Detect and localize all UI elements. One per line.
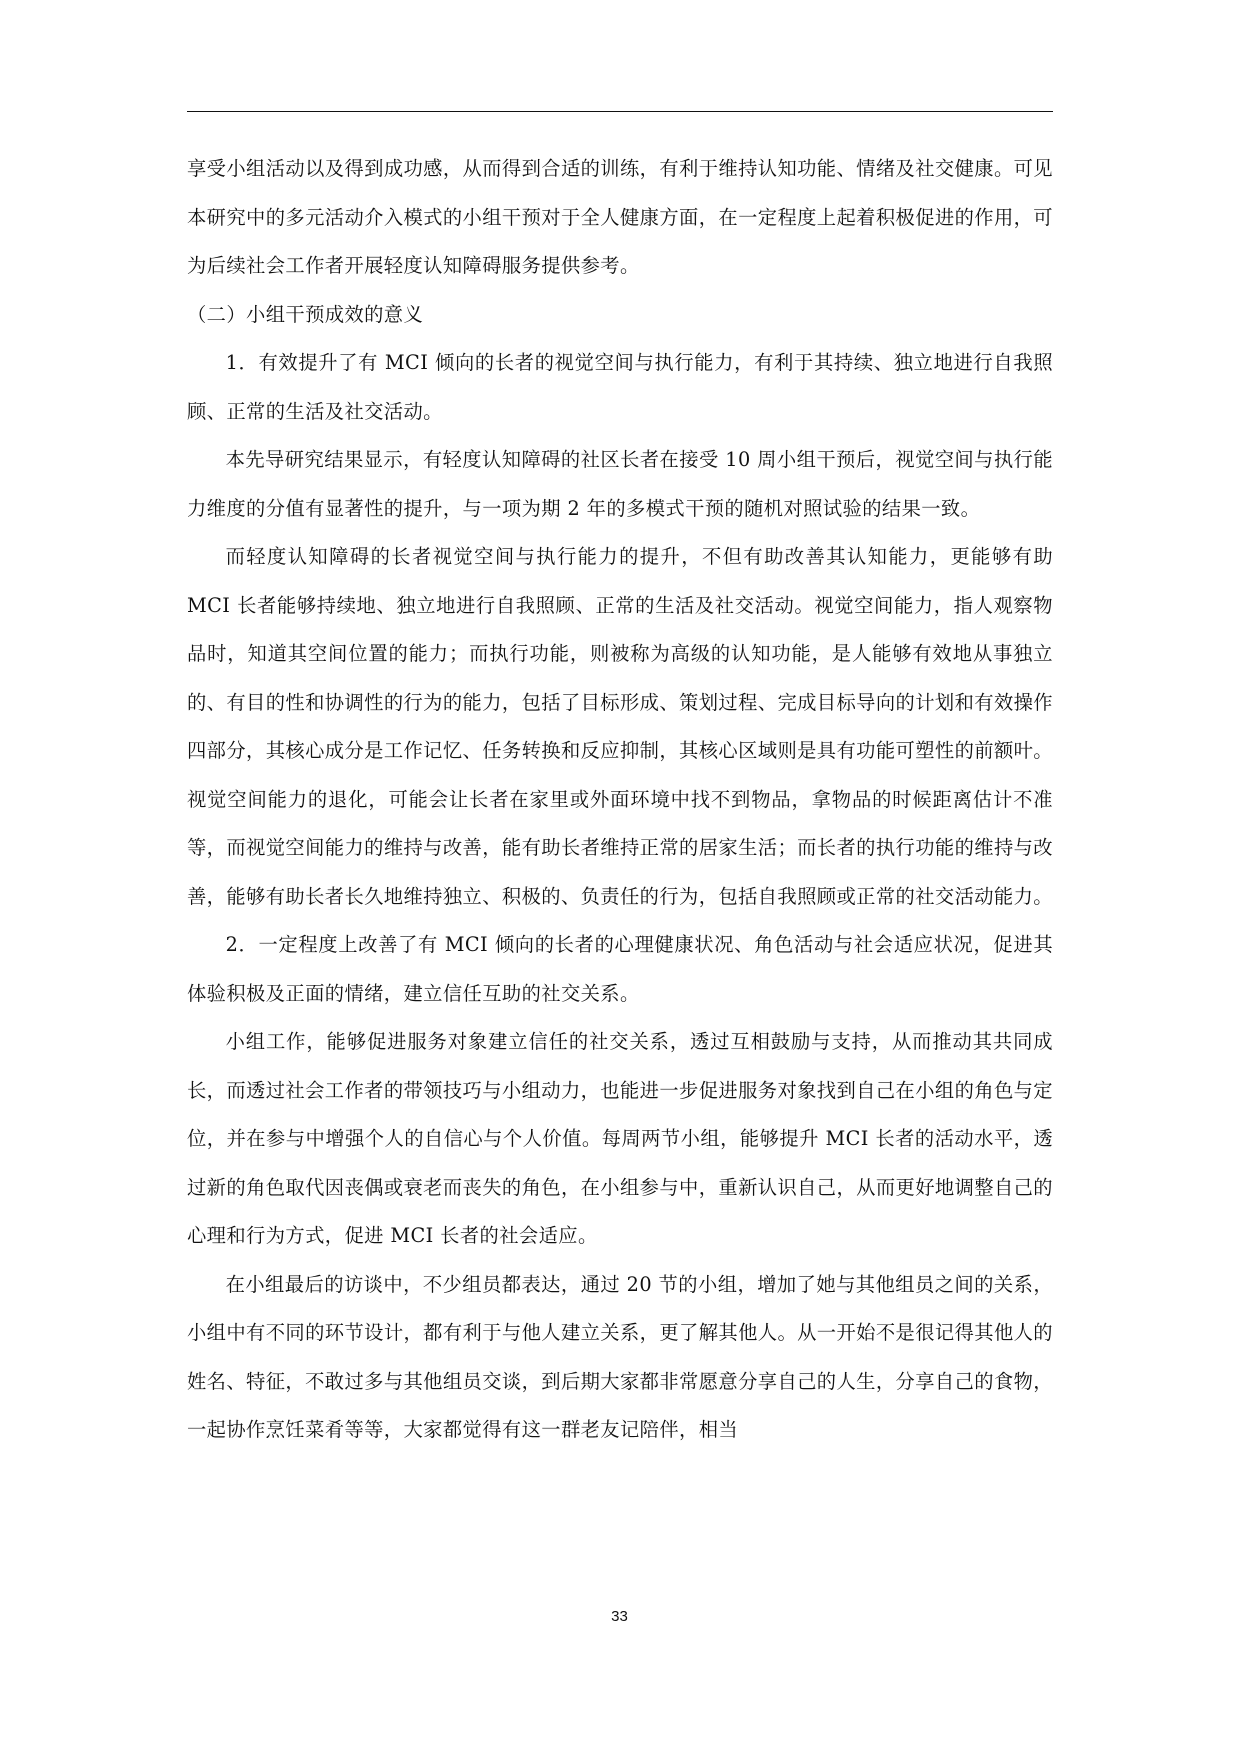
body-paragraph: 享受小组活动以及得到成功感，从而得到合适的训练，有利于维持认知功能、情绪及社交健康。可见本研究中的多元活动介入模式的小组干预对于全人健康方面，在一定程度上起着积极促进的作用，可为后续社会工作者开展轻度认知障碍服务提供参考。 [187, 157, 1053, 277]
document-body [187, 145, 1053, 1455]
numbered-point-2: 2．一定程度上改善了有 MCI 倾向的长者的心理健康状况、角色活动与社会适应状况，促进其体验积极及正面的情绪，建立信任互助的社交关系。 [187, 933, 1053, 1005]
body-paragraph: 小组工作，能够促进服务对象建立信任的社交关系，透过互相鼓励与支持，从而推动其共同成长，而透过社会工作者的带领技巧与小组动力，也能进一步促进服务对象找到自己在小组的角色与定位，并在参与中增强个人的自信心与个人价值。每周两节小组，能够提升 MCI 长者的活动水平，透过新的角色取代因丧偶或衰老而丧失的角色，在小组参与中，重新认识自己，从而更好地调整自己的心理和行为方式，促进 MCI 长者的社会适应。 [187, 1030, 1053, 1247]
header-rule [187, 111, 1053, 112]
body-paragraph: 而轻度认知障碍的长者视觉空间与执行能力的提升，不但有助改善其认知能力，更能够有助 MCI 长者能够持续地、独立地进行自我照顾、正常的生活及社交活动。视觉空间能力，指人观察物品时，知道其空间位置的能力；而执行功能，则被称为高级的认知功能，是人能够有效地从事独立的、有目的性和协调性的行为的能力，包括了目标形成、策划过程、完成目标导向的计划和有效操作四部分，其核心成分是工作记忆、任务转换和反应抑制，其核心区域则是具有功能可塑性的前额叶。视觉空间能力的退化，可能会让长者在家里或外面环境中找不到物品，拿物品的时候距离估计不准等，而视觉空间能力的维持与改善，能有助长者维持正常的居家生活；而长者的执行功能的维持与改善，能够有助长者长久地维持独立、积极的、负责任的行为，包括自我照顾或正常的社交活动能力。 [187, 545, 1053, 908]
section-heading: （二）小组干预成效的意义 [187, 302, 424, 326]
body-paragraph: 本先导研究结果显示，有轻度认知障碍的社区长者在接受 10 周小组干预后，视觉空间与执行能力维度的分值有显著性的提升，与一项为期 2 年的多模式干预的随机对照试验的结果一致。 [187, 448, 1053, 520]
body-paragraph: 在小组最后的访谈中，不少组员都表达，通过 20 节的小组，增加了她与其他组员之间的关系，小组中有不同的环节设计，都有利于与他人建立关系，更了解其他人。从一开始不是很记得其他人的姓名、特征，不敢过多与其他组员交谈，到后期大家都非常愿意分享自己的人生，分享自己的食物，一起协作烹饪菜肴等等，大家都觉得有这一群老友记陪伴，相当 [187, 1272, 1053, 1441]
numbered-point-1: 1．有效提升了有 MCI 倾向的长者的视觉空间与执行能力，有利于其持续、独立地进行自我照顾、正常的生活及社交活动。 [187, 351, 1053, 423]
page-number: 33 [611, 1608, 628, 1625]
